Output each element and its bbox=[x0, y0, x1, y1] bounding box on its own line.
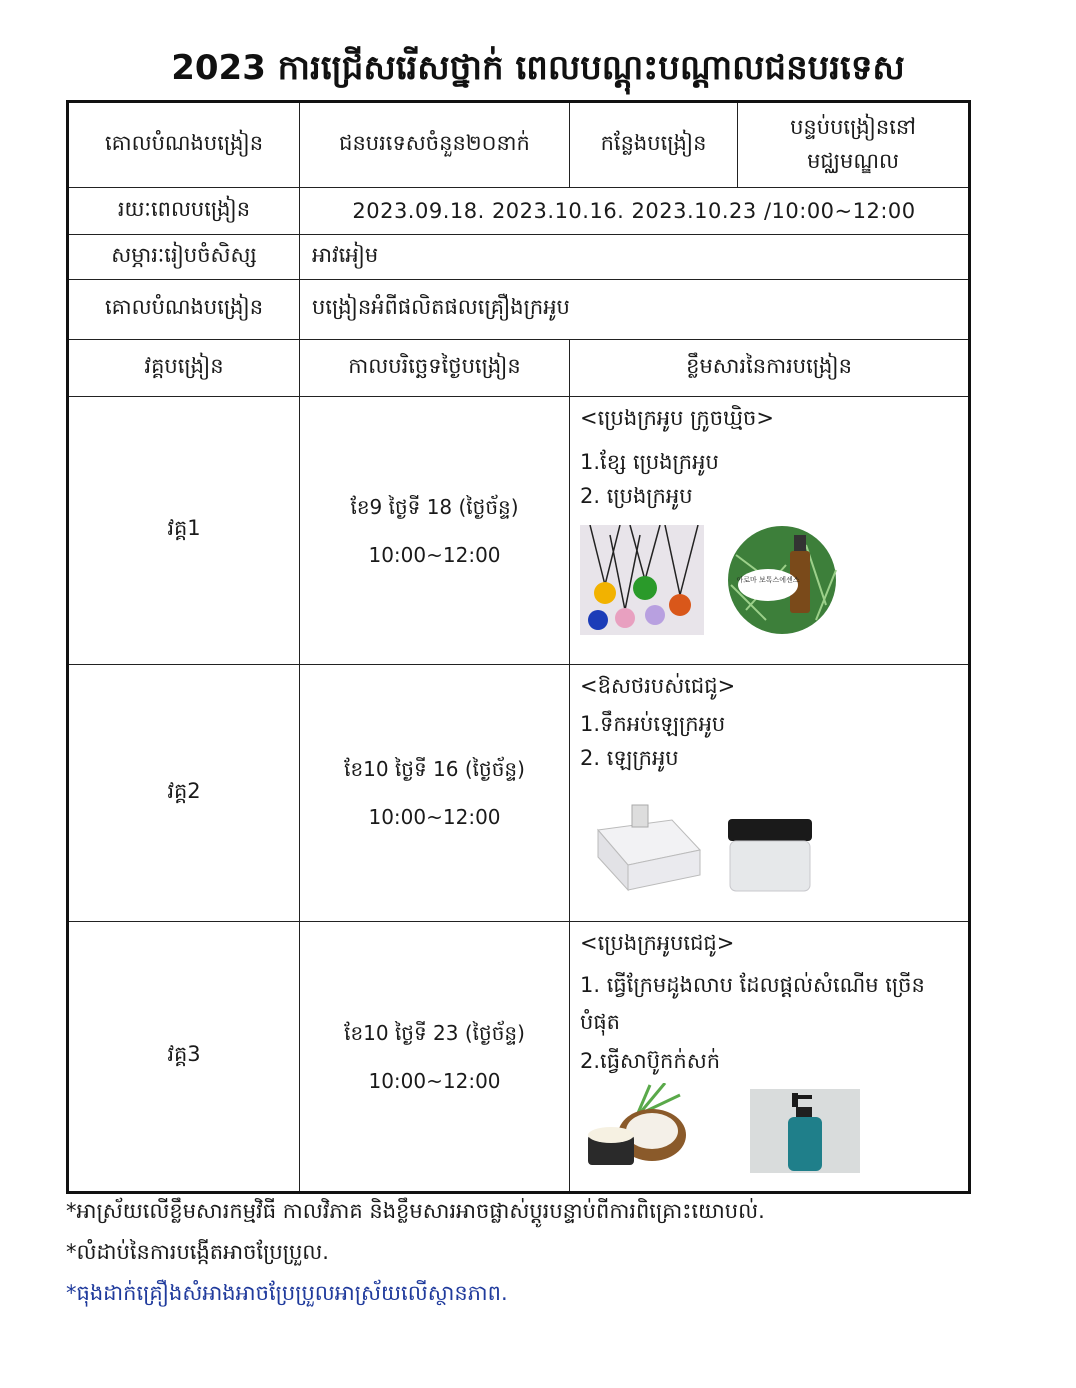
footnote: *អាស្រ័យលើខ្លឹមសារកម្មវិធី កាលវិភាគ និងខ្លឹមសារអាចផ្លាស់ប្តូរបន្ទាប់ពីការពិគ្រោះយោបល់. bbox=[66, 1199, 765, 1223]
session-content bbox=[570, 397, 970, 665]
session-row bbox=[68, 922, 970, 1193]
coconut-cream-photo bbox=[580, 1083, 690, 1178]
session-content bbox=[570, 922, 970, 1193]
shampoo-bottle-photo bbox=[750, 1089, 860, 1178]
cream-jar-photo bbox=[720, 811, 820, 900]
session-name: វគ្គ2 bbox=[68, 665, 300, 922]
goal-label: គោលបំណងបង្រៀន bbox=[68, 280, 300, 340]
content-item: 1.ទឹកអប់ឡេក្រអូប bbox=[580, 712, 726, 736]
target-value: ជនបរទេសចំនួន២០នាក់ bbox=[300, 102, 570, 188]
content-item: 2.ធ្វើសាប៊ូកក់សក់ bbox=[580, 1048, 721, 1073]
footnote: *ធុងដាក់គ្រឿងសំអាងអាចប្រែប្រួលអាស្រ័យលើស្ថានភាព. bbox=[66, 1281, 508, 1305]
period-label: រយៈពេលបង្រៀន bbox=[68, 188, 300, 235]
period-value: 2023.09.18. 2023.10.16. 2023.10.23 /10:00~12:00 bbox=[300, 188, 970, 235]
essence-label: 아로마 보톡스에센스 bbox=[736, 575, 800, 584]
content-item: 1. ធ្វើក្រែមដូងលាប ដែលផ្តល់សំណើម ច្រើនបំផុត bbox=[580, 973, 925, 1034]
page-title: 2023 ការជ្រើសរើសថ្នាក់ ពេលបណ្ដុះបណ្ដាលជនបរទេស bbox=[171, 48, 905, 88]
info-row-goal bbox=[68, 280, 970, 340]
info-row-period bbox=[68, 188, 970, 235]
session-row bbox=[68, 665, 970, 922]
session-heading: <ប្រេងក្រអូប ក្រូចឃ្មិច> bbox=[580, 406, 774, 430]
session-time: 10:00~12:00 bbox=[368, 542, 501, 567]
session-row bbox=[68, 397, 970, 665]
goal-value: បង្រៀនអំពីផលិតផលគ្រឿងក្រអូប bbox=[300, 280, 970, 340]
session-date: ខែ10 ថ្ងៃទី 23 (ថ្ងៃច័ន្ទ) bbox=[344, 1020, 525, 1045]
place-label: កន្លែងបង្រៀន bbox=[570, 102, 738, 188]
info-row-materials bbox=[68, 235, 970, 280]
materials-label: សម្ភារៈរៀបចំសិស្ស bbox=[68, 235, 300, 280]
target-label: គោលបំណងបង្រៀន bbox=[68, 102, 300, 188]
col-content: ខ្លឹមសារនៃការបង្រៀន bbox=[570, 340, 970, 397]
content-item: 2. ឡេក្រអូប bbox=[580, 746, 679, 771]
col-session: វគ្គបង្រៀន bbox=[68, 340, 300, 397]
session-time: 10:00~12:00 bbox=[368, 805, 501, 829]
session-time: 10:00~12:00 bbox=[368, 1068, 501, 1093]
session-date: ខែ10 ថ្ងៃទី 16 (ថ្ងៃច័ន្ទ) bbox=[344, 757, 525, 781]
materials-value: អាវអៀម bbox=[300, 235, 970, 280]
footnote: *លំដាប់នៃការបង្កើតអាចប្រែប្រួល. bbox=[66, 1240, 329, 1264]
content-item: 2. ប្រេងក្រអូប bbox=[580, 484, 693, 509]
perfume-bottle-photo bbox=[580, 795, 708, 900]
footnotes bbox=[66, 1198, 1026, 1321]
session-heading: <ឱសថរបស់ជេជូ> bbox=[580, 674, 736, 698]
aroma-essence-photo bbox=[716, 525, 848, 640]
place-value: បន្ទប់បង្រៀននៅ មជ្ឈមណ្ឌល bbox=[738, 102, 970, 188]
session-date-cell bbox=[300, 397, 570, 665]
session-name: វគ្គ1 bbox=[68, 397, 300, 665]
schedule-table bbox=[66, 100, 971, 1194]
session-date-cell bbox=[300, 922, 570, 1193]
session-content bbox=[570, 665, 970, 922]
session-date: ខែ9 ថ្ងៃទី 18 (ថ្ងៃច័ន្ទ) bbox=[350, 494, 519, 519]
content-item: 1.ខ្សែ ប្រេងក្រអូប bbox=[580, 450, 719, 474]
col-date: កាលបរិច្ឆេទថ្ងៃបង្រៀន bbox=[300, 340, 570, 397]
column-header-row bbox=[68, 340, 970, 397]
session-name: វគ្គ3 bbox=[68, 922, 300, 1193]
info-row-target bbox=[68, 102, 970, 188]
necklace-photo bbox=[580, 525, 704, 640]
session-date-cell bbox=[300, 665, 570, 922]
session-heading: <ប្រេងក្រអូបជេជូ> bbox=[580, 931, 735, 955]
